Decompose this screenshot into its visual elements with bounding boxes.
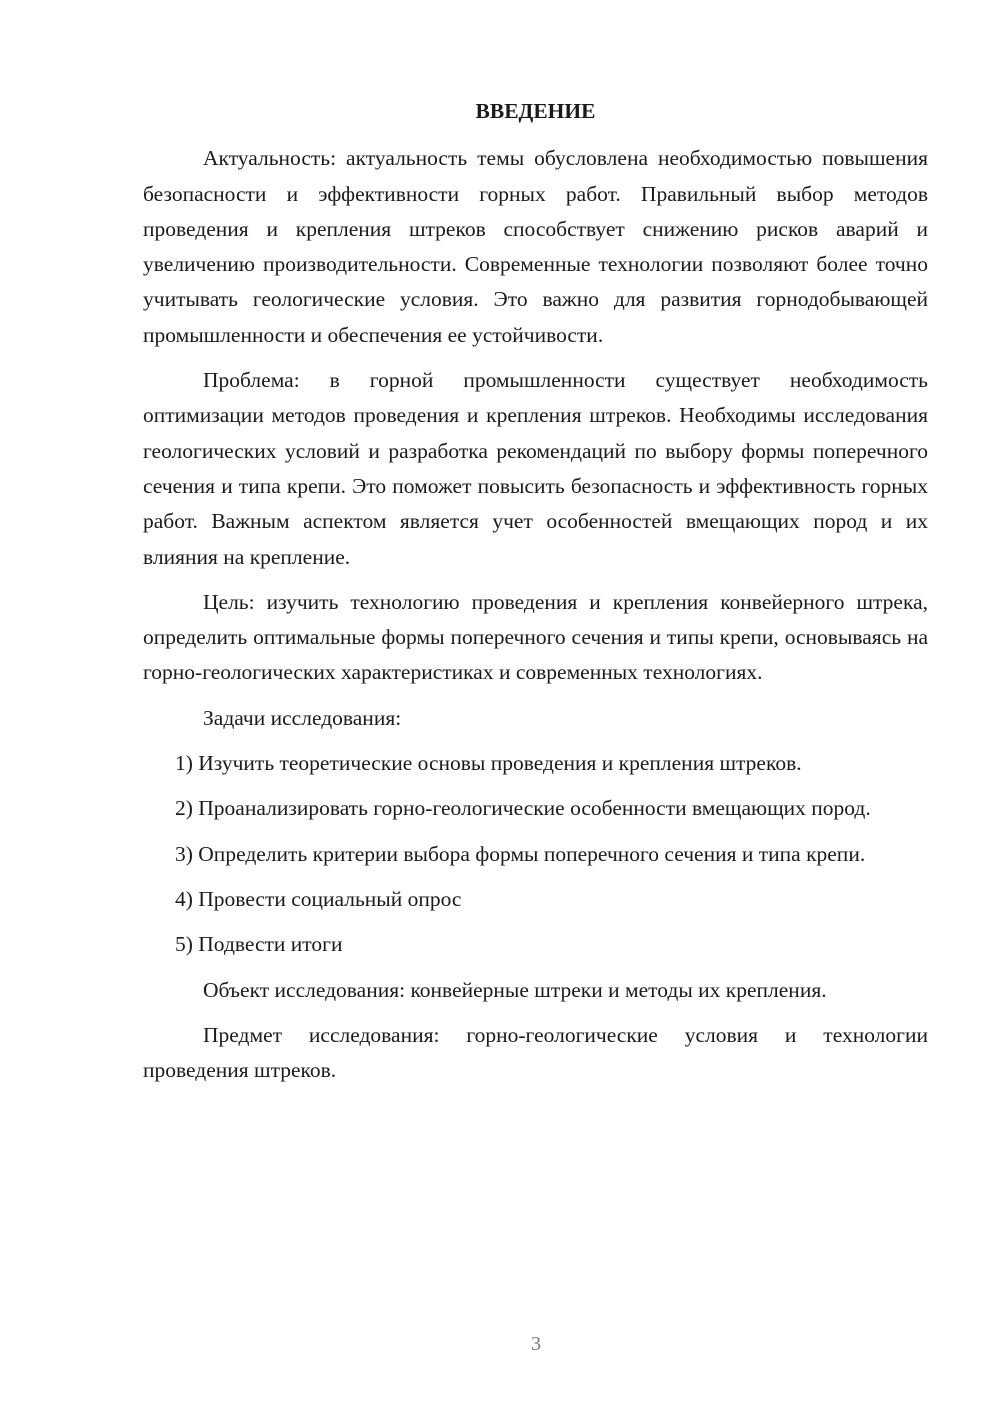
section-title: ВВЕДЕНИЕ <box>475 99 596 123</box>
tasks-heading: Задачи исследования: <box>203 705 402 730</box>
paragraph-object: Объект исследования: конвейерные штреки и методы их крепления. <box>203 977 827 1002</box>
task-item-1: 1) Изучить теоретические основы проведения и крепления штреков. <box>175 751 802 776</box>
page-number: 3 <box>531 1333 541 1355</box>
paragraph-problem: Проблема: в горной промышленности существует необходимость оптимизации методов проведения и крепления штреков. Необходимы исследования геологических условий и разработка рекомендаций по выбору формы поперечного сечения и типа крепи. Это поможет повысить безопасность и эффективность горных работ. Важным аспектом является учет особенностей вмещающих пород и их влияния на крепление. <box>143 368 928 569</box>
paragraph-subject: Предмет исследования: горно-геологические условия и технологии проведения штреков. <box>143 1022 928 1083</box>
task-item-4: 4) Провести социальный опрос <box>175 886 462 911</box>
paragraph-goal: Цель: изучить технологию проведения и крепления конвейерного штрека, определить оптимальные формы поперечного сечения и типы крепи, основываясь на горно-геологических характеристиках и современных технологиях. <box>143 589 928 685</box>
task-item-5: 5) Подвести итоги <box>175 932 343 957</box>
task-item-3: 3) Определить критерии выбора формы поперечного сечения и типа крепи. <box>175 841 866 866</box>
task-item-2: 2) Проанализировать горно-геологические особенности вмещающих пород. <box>175 796 871 821</box>
document-body <box>143 94 928 1098</box>
paragraph-relevance: Актуальность: актуальность темы обусловлена необходимостью повышения безопасности и эффективности горных работ. Правильный выбор методов проведения и крепления штреков способствует снижению рисков аварий и увеличению производительности. Современные технологии позволяют более точно учитывать геологические условия. Это важно для развития горнодобывающей промышленности и обеспечения ее устойчивости. <box>143 146 928 347</box>
